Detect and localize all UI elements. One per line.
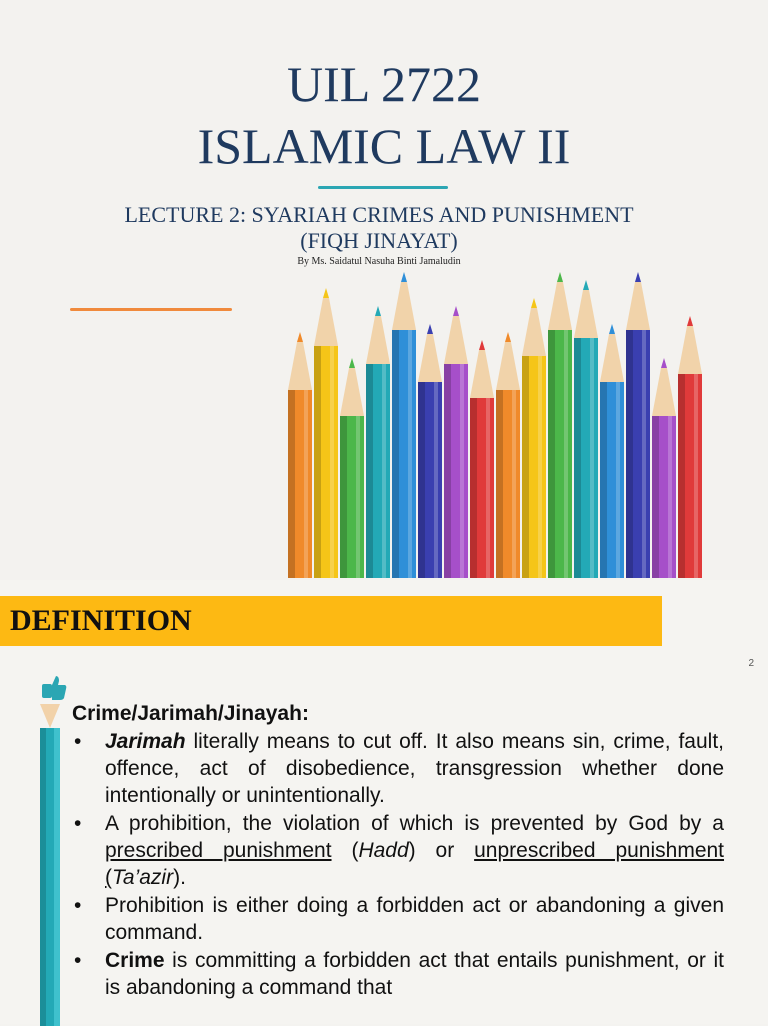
course-code: UIL 2722 [287,56,481,112]
pencil [418,324,442,578]
author-byline: By Ms. Saidatul Nasuha Binti Jamaludin [297,256,461,267]
pencil [626,272,650,578]
list-item-forbidden-act: • Prohibition is either doing a forbidden act or abandoning a given command. [72,892,724,946]
definition-content [72,700,724,1002]
thumbs-up-icon [42,676,66,700]
pencil [496,332,520,578]
pencil [392,272,416,578]
definition-slide [0,580,768,1024]
page-number: 2 [748,658,754,669]
pencil [574,280,598,578]
pencil [522,298,546,578]
colored-pencils-illustration [280,268,750,578]
pencil [652,358,676,578]
pencil-icon [32,676,68,1026]
pencil [314,288,338,578]
pencil [288,332,312,578]
list-item-prohibition: • A prohibition, the violation of which is prevented by God by a prescribed punishment (Hadd) or unprescribed punishment (Ta’azir). [72,810,724,891]
banner-title: DEFINITION [10,604,192,637]
pencil [444,306,468,578]
definition-banner [0,596,662,646]
list-item-jarimah: • Jarimah literally means to cut off. It also means sin, crime, fault, offence, act of disobedience, transgression whether done intentionally or unintentionally. [72,728,724,809]
pencil [548,272,572,578]
lecture-subtitle: (FIQH JINAYAT) [300,228,458,253]
list-item-crime: • Crime is committing a forbidden act that entails punishment, or it is abandoning a command that [72,947,724,1001]
lecture-title: LECTURE 2: SYARIAH CRIMES AND PUNISHMENT [124,202,634,227]
pencil [366,306,390,578]
definition-heading: Crime/Jarimah/Jinayah: [72,702,309,725]
orange-divider [70,308,232,311]
teal-divider [318,186,448,189]
pencil [470,340,494,578]
course-name: ISLAMIC LAW II [197,118,571,174]
pencil [600,324,624,578]
pencil [340,358,364,578]
pencil [678,316,702,578]
